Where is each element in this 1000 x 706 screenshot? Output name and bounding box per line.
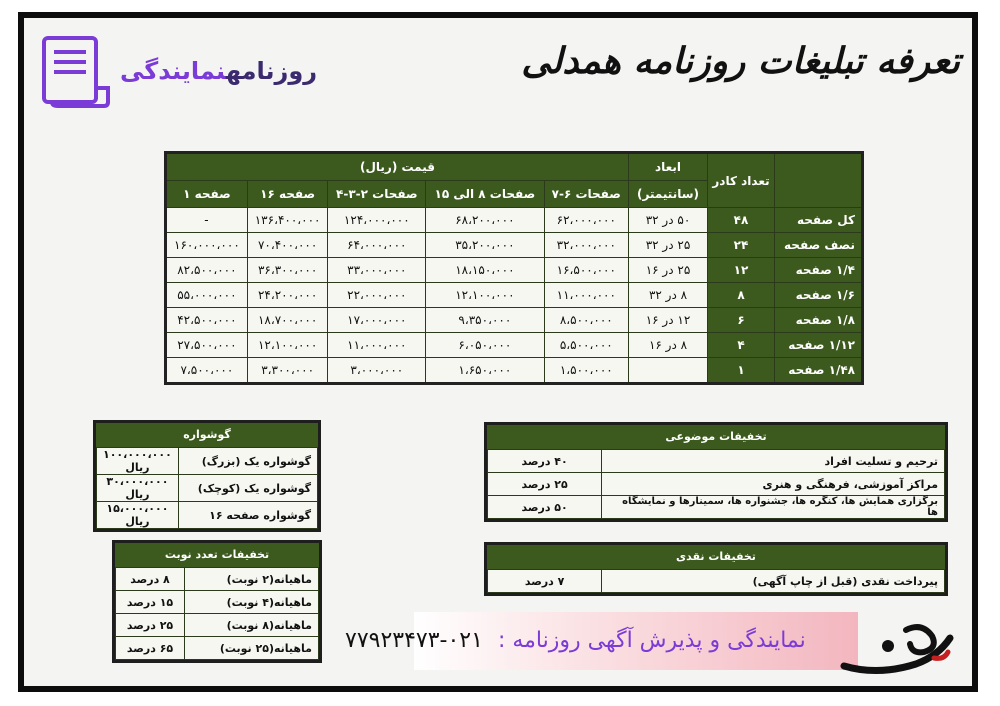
brand-name-right: روزنامه xyxy=(225,57,318,85)
table-row xyxy=(166,283,863,308)
row-count: ۶ xyxy=(708,308,775,333)
table-row xyxy=(488,570,945,593)
goshvareh-title: گوشواره xyxy=(96,423,318,447)
contact-text: نمایندگی و پذیرش آگهی روزنامه : xyxy=(497,628,806,653)
phone-number[interactable]: ۰۲۱-۷۷۹۲۳۴۷۳ xyxy=(345,628,483,653)
row-count: ۴۸ xyxy=(708,208,775,233)
row-dims: ۸ در ۳۲ xyxy=(629,283,708,308)
table-row xyxy=(116,614,319,637)
table-row xyxy=(116,591,319,614)
price-cell: ۳۶،۳۰۰،۰۰۰ xyxy=(247,258,328,283)
subject-label: ترحیم و تسلیت افراد xyxy=(602,450,945,473)
price-cell: ۱،۵۰۰،۰۰۰ xyxy=(544,358,628,384)
nobat-value: ۸ درصد xyxy=(116,568,185,591)
price-col-header: صفحه ۱ xyxy=(166,181,248,208)
price-cell: ۱۲،۱۰۰،۰۰۰ xyxy=(426,283,544,308)
row-type: ۱/۸ صفحه xyxy=(775,308,863,333)
price-cell: ۱۲،۱۰۰،۰۰۰ xyxy=(247,333,328,358)
subject-discount-title: تخفیفات موضوعی xyxy=(487,425,945,449)
table-row xyxy=(166,333,863,358)
brand-name xyxy=(120,57,317,85)
table-row xyxy=(166,258,863,283)
nobat-discount-table xyxy=(115,567,319,660)
price-cell: ۱۱،۰۰۰،۰۰۰ xyxy=(544,283,628,308)
table-row xyxy=(116,568,319,591)
price-cell: ۸۲،۵۰۰،۰۰۰ xyxy=(166,258,248,283)
hamdeli-logo xyxy=(838,618,956,678)
price-col-header: صفحات ۲-۳-۴ xyxy=(328,181,426,208)
price-group-header: قیمت (ریال) xyxy=(166,153,629,181)
price-cell: ۸،۵۰۰،۰۰۰ xyxy=(544,308,628,333)
row-count: ۱ xyxy=(708,358,775,384)
price-cell: ۱۱،۰۰۰،۰۰۰ xyxy=(328,333,426,358)
nobat-value: ۱۵ درصد xyxy=(116,591,185,614)
goshvareh-value: ۳۰،۰۰۰،۰۰۰ ریال xyxy=(97,475,179,502)
price-cell: ۱۶،۵۰۰،۰۰۰ xyxy=(544,258,628,283)
table-row xyxy=(166,358,863,384)
goshvareh-label: گوشواره صفحه ۱۶ xyxy=(178,502,317,529)
price-cell: ۶۴،۰۰۰،۰۰۰ xyxy=(328,233,426,258)
price-cell: ۲۲،۰۰۰،۰۰۰ xyxy=(328,283,426,308)
row-dims: ۱۲ در ۱۶ xyxy=(629,308,708,333)
price-cell: ۶۸،۲۰۰،۰۰۰ xyxy=(426,208,544,233)
price-cell: ۱۸،۱۵۰،۰۰۰ xyxy=(426,258,544,283)
price-cell: ۷،۵۰۰،۰۰۰ xyxy=(166,358,248,384)
price-cell: ۱۳۶،۴۰۰،۰۰۰ xyxy=(247,208,328,233)
table-row xyxy=(166,308,863,333)
goshvareh-box xyxy=(93,420,321,532)
subject-discount-table xyxy=(487,449,945,519)
price-cell: ۹،۳۵۰،۰۰۰ xyxy=(426,308,544,333)
subject-value: ۴۰ درصد xyxy=(488,450,602,473)
row-type: نصف صفحه xyxy=(775,233,863,258)
nobat-value: ۶۵ درصد xyxy=(116,637,185,660)
table-row xyxy=(488,473,945,496)
row-type: ۱/۴ صفحه xyxy=(775,258,863,283)
price-cell: ۳،۰۰۰،۰۰۰ xyxy=(328,358,426,384)
goshvareh-label: گوشواره یک (بزرگ) xyxy=(178,448,317,475)
row-count: ۱۲ xyxy=(708,258,775,283)
price-cell: ۳،۳۰۰،۰۰۰ xyxy=(247,358,328,384)
subject-value: ۵۰ درصد xyxy=(488,496,602,519)
price-table xyxy=(164,151,864,385)
cash-value: ۷ درصد xyxy=(488,570,602,593)
goshvareh-label: گوشواره یک (کوچک) xyxy=(178,475,317,502)
price-cell: ۷۰،۴۰۰،۰۰۰ xyxy=(247,233,328,258)
price-col-header: صفحه ۱۶ xyxy=(247,181,328,208)
row-count: ۸ xyxy=(708,283,775,308)
price-cell: ۱۲۴،۰۰۰،۰۰۰ xyxy=(328,208,426,233)
goshvareh-table xyxy=(96,447,318,529)
nobat-discount-box xyxy=(112,540,322,663)
table-row xyxy=(116,637,319,660)
nobat-label: ماهیانه(۴ نوبت) xyxy=(185,591,319,614)
price-cell: ۲۴،۲۰۰،۰۰۰ xyxy=(247,283,328,308)
subject-discount-box xyxy=(484,422,948,522)
nobat-discount-title: تخفیفات تعدد نوبت xyxy=(115,543,319,567)
nobat-value: ۲۵ درصد xyxy=(116,614,185,637)
price-table-header-row xyxy=(166,153,863,181)
subject-value: ۲۵ درصد xyxy=(488,473,602,496)
nobat-label: ماهیانه(۲۵ نوبت) xyxy=(185,637,319,660)
table-row xyxy=(488,450,945,473)
table-row xyxy=(97,502,318,529)
price-cell: ۱۶۰،۰۰۰،۰۰۰ xyxy=(166,233,248,258)
row-count: ۲۴ xyxy=(708,233,775,258)
subject-label: برگزاری همایش ها، کنگره ها، جشنواره ها، سمینارها و نمایشگاه ها xyxy=(602,496,945,519)
row-type: ۱/۱۲ صفحه xyxy=(775,333,863,358)
table-row xyxy=(97,448,318,475)
table-row xyxy=(488,496,945,519)
row-dims xyxy=(629,358,708,384)
price-cell: ۲۷،۵۰۰،۰۰۰ xyxy=(166,333,248,358)
row-dims: ۲۵ در ۳۲ xyxy=(629,233,708,258)
price-cell: ۵،۵۰۰،۰۰۰ xyxy=(544,333,628,358)
table-row xyxy=(166,233,863,258)
cash-discount-box xyxy=(484,542,948,596)
price-cell: ۶،۰۵۰،۰۰۰ xyxy=(426,333,544,358)
brand-name-left: نمایندگی xyxy=(120,57,226,85)
footer-contact xyxy=(345,628,806,653)
goshvareh-value: ۱۵،۰۰۰،۰۰۰ ریال xyxy=(97,502,179,529)
price-cell: ۴۲،۵۰۰،۰۰۰ xyxy=(166,308,248,333)
price-cell: ۱۸،۷۰۰،۰۰۰ xyxy=(247,308,328,333)
col-type-header xyxy=(775,153,863,208)
col-count-header: تعداد کادر xyxy=(708,153,775,208)
col-dims-header: ابعاد xyxy=(629,153,708,181)
subject-label: مراکز آموزشی، فرهنگی و هنری xyxy=(602,473,945,496)
row-count: ۴ xyxy=(708,333,775,358)
table-row xyxy=(166,208,863,233)
cash-label: پیرداخت نقدی (قبل از چاپ آگهی) xyxy=(602,570,945,593)
price-col-header: صفحات ۶-۷ xyxy=(544,181,628,208)
price-cell: - xyxy=(166,208,248,233)
row-dims: ۲۵ در ۱۶ xyxy=(629,258,708,283)
goshvareh-value: ۱۰۰،۰۰۰،۰۰۰ ریال xyxy=(97,448,179,475)
price-cell: ۳۳،۰۰۰،۰۰۰ xyxy=(328,258,426,283)
table-row xyxy=(97,475,318,502)
price-cell: ۵۵،۰۰۰،۰۰۰ xyxy=(166,283,248,308)
price-cell: ۳۵،۲۰۰،۰۰۰ xyxy=(426,233,544,258)
row-type: ۱/۶ صفحه xyxy=(775,283,863,308)
price-col-header: صفحات ۸ الی ۱۵ xyxy=(426,181,544,208)
row-dims: ۵۰ در ۳۲ xyxy=(629,208,708,233)
price-cell: ۳۲،۰۰۰،۰۰۰ xyxy=(544,233,628,258)
price-cell: ۱۷،۰۰۰،۰۰۰ xyxy=(328,308,426,333)
nobat-label: ماهیانه(۸ نوبت) xyxy=(185,614,319,637)
row-dims: ۸ در ۱۶ xyxy=(629,333,708,358)
row-type: ۱/۴۸ صفحه xyxy=(775,358,863,384)
price-cell: ۱،۶۵۰،۰۰۰ xyxy=(426,358,544,384)
row-type: کل صفحه xyxy=(775,208,863,233)
brand[interactable] xyxy=(40,32,317,110)
page-title: تعرفه تبلیغات روزنامه همدلی xyxy=(521,40,960,82)
cash-discount-title: تخفیفات نقدی xyxy=(487,545,945,569)
cash-discount-table xyxy=(487,569,945,593)
price-cell: ۶۲،۰۰۰،۰۰۰ xyxy=(544,208,628,233)
newspaper-icon xyxy=(40,32,112,110)
col-dims-unit-header: (سانتیمتر) xyxy=(629,181,708,208)
nobat-label: ماهیانه(۲ نوبت) xyxy=(185,568,319,591)
